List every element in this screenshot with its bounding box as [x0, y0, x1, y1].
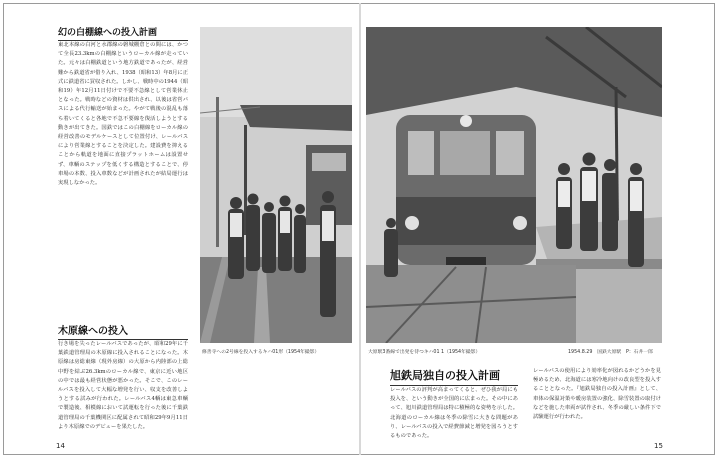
section-heading-shiratana: 幻の白棚線への投入計画 — [58, 25, 188, 41]
section-heading-kihara: 木原線への投入 — [58, 322, 188, 340]
photo-railbus-illustration — [366, 27, 662, 343]
photo-caption-right-credit: 1954.8.29 国鉄大原駅 P：石井一郎 — [568, 350, 653, 355]
photo-caption-left-page: 修善寺への2号線を投入するキハ01形（1954年撮影） — [202, 350, 320, 355]
photo-railbus-platform — [366, 27, 662, 343]
section-text-asahi-col1: レールバスの評判が高まってくると、ぜひ我が局にも投入を、という動きが全国的に広まった。その中にあって、旭川鉄道管理局は特に積極的な姿勢を示した。北海道のローカル線は冬季の除雪に大きな問題があり、レールバスの投入で経費節減と増発を図ろうとするものであった。 — [390, 387, 518, 440]
section-text-asahi-col2: レールバスの使用により効率化が図れるかどうかを見極めるため、北海道には寒冷地向けの改良型を投入することとなった。『旭鉄局独自の投入計画』として、車体の保温対策や暖房装置の強化、除雪装置の取付けなどを施した車両が試作され、冬季の厳しい条件下で試験運行が行われた。 — [533, 368, 661, 421]
section-heading-asahi: 旭鉄局独自の投入計画 — [390, 367, 518, 386]
page-number-right: 15 — [654, 442, 663, 450]
photo-crowd-illustration — [200, 27, 352, 343]
page-number-left: 14 — [56, 442, 65, 450]
photo-crowd-railbus — [200, 27, 352, 343]
section-text-kihara: 行き場を失ったレールバスであったが、昭和29年に千葉鉄道管理局の木原線に投入されることになった。木原線は房総東線（現外房線）の大原から内陸部の上総中野を結ぶ26.3kmのローカル線で、東京に近い地区の中では最も経営状態が悪かった。そこで、このレールバスを投入して大幅な増発を行い、収支を改善しようとする試みが行われた。レールバス4輌は東急車輌で製造後、相模線において試運転を行った後に千葉鉄道管理局の千葉機関区に配属されて昭和29年9月11日より木原線でのデビューを果たした。 — [58, 341, 188, 430]
page-gutter — [359, 3, 361, 455]
photo-caption-right-left: 大原駅3番線で出発を待つキハ01 1（1954年撮影） — [368, 350, 481, 355]
section-text-shiratana: 東北本線の白河と水郡線の磐城棚倉との間には、かつて全長23.3kmの白棚線というローカル線が走っていた。元々は白棚鉄道という地方鉄道であったが、経営難から鉄道省が借り入れ、1938（昭和13）年8月に正式に鉄道省に買収された。しかし、戦時中の1944（昭和19）年12月11日付けで不要不急線として営業休止となった。戦時などの資材は供出され、以後は省営バスによる代行輸送が始まった。やがて戦後の混乱も落ち着いてくると各地で不急不要線を復活しようとする動きが出てきた。国鉄ではこの白棚線をローカル線の経営改善のモデルケースとして位置付け、レールバスにより営業線とすることを決定した。建設費を抑えることから軌道を地面に直接プラットホームは設置せず、車輌のステップを低くする構造とすることで、停車場の本数、投入車数などが計画されたが結局運行は実現しなかった。 — [58, 42, 188, 187]
